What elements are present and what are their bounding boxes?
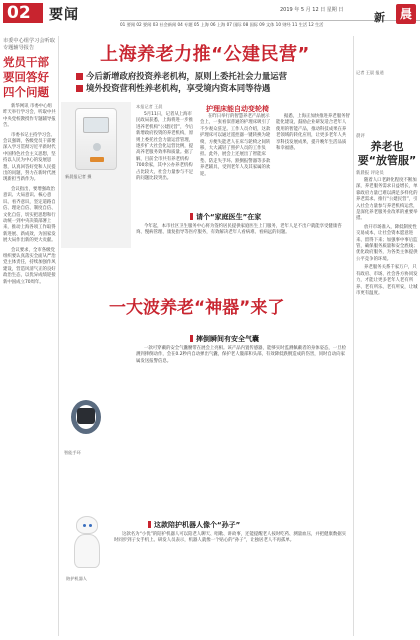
pull-quote-headline: 一大波养老“神器”来了 — [109, 298, 285, 318]
robot-caption: 陪护机器人 — [66, 576, 87, 581]
left-paragraph: 市委书记主持学习会。会议强调，各级党员干部要深入学习贯彻习近平新时代中国特色社会主义思想，坚持以人民为中心的发展思想，认真回答好党和人民提出的问题，努力在新时代展现新担当新作为。 — [3, 132, 56, 183]
bullet-square-icon — [76, 73, 83, 80]
heading-bar-icon — [148, 521, 151, 528]
article-col: 这款名为“小优”的陪护机器人可以陪老人聊天、唱歌、讲故事，还能提醒老人按时吃药、测量血压，并把健康数据实时同步到子女手机上。研发人员表示，机器人就像一个贴心的“孙子”，让独居老人不再孤单。 — [114, 532, 347, 544]
photo-caption: 新晨报记者 摄 — [65, 174, 92, 179]
left-paragraph: 会议指出，要增强政治意识、大局意识、核心意识、看齐意识，坚定道路自信、理论自信、制度自信、文化自信，切实把思想和行动统一到中央决策部署上来，推动上海各项工作取得新进展、新成效，为国家发展大局作出新的更大贡献。 — [3, 186, 56, 244]
left-headline[interactable]: 党员干部要回答好四个问题 — [3, 55, 49, 99]
logo-mark: 晨 — [396, 4, 416, 24]
newspaper-logo — [374, 4, 418, 26]
date-line: 2019 年 5 月 12 日 星期 日 — [280, 7, 344, 13]
smart-device-image — [75, 108, 117, 170]
left-news-column — [3, 38, 56, 638]
left-paragraph: 新华网讯 市委中心组昨天举行学习会，听取中共中央党校教授作专题辅导报告。 — [3, 104, 56, 129]
article-col: 5月11日，记者从上海市民政局获悉，上海将进一步推进养老机构“公建民营”，今后新增政府投资的养老机构，原则上委托社会力量运营管理，逐步扩大社会化运营比例，提高养老服务效率和质量。据了解，目前全市共有养老机构700余家，其中公办养老机构占比较大，社会力量参与不足的问题比较突出。 — [136, 112, 194, 182]
right-label: 记者 王晨 报道 — [356, 70, 384, 75]
heading-bar-icon — [190, 213, 193, 220]
bracelet-image — [61, 388, 111, 448]
section-heading: 这款陪护机器人像个“孙子” — [148, 520, 240, 530]
byline: 本报记者 王晨 — [136, 104, 163, 109]
commentary-body: 随着人口老龄化程度不断加深，养老服务需求日益增长，单靠政府力量已难以满足多样化的养老需求。推行“公建民营”，引入社会力量参与养老机构运营，是深化养老服务业改革的重要举措。 放开市场准入，降低制度性交易成本，让社会资本愿意进来、留得下来；加强事中事后监管，确保服务质量和安全底线；优化政府服务，为各类主体提供公平竞争的环境。 养老服务关系千家万户，只有政府、市场、社会各方协同发力，才能让更多老年人老有所养、老有所乐、老有所安，让城市更有温度。 — [356, 178, 418, 296]
logo-text: 新 — [374, 11, 385, 24]
masthead — [0, 0, 420, 30]
article-col: 据悉，上海正加快推进养老服务智能化建设，鼓励企业研发适合老年人使用的智能产品，推动科技成果在养老领域的转化应用，让更多老年人共享科技发展成果，提升晚年生活品质和幸福感。 — [276, 114, 350, 152]
commentary-headline[interactable]: 养老也要“放管服” — [357, 140, 417, 167]
article-col: 一款可穿戴的安全气囊腰带在展会上亮相。该产品内置传感器，能够实时监测佩戴者的身体姿态，一旦检测到摔倒动作，会在0.2秒内自动弹出气囊，保护老人髋部和头部，有效降低跌倒造成的伤害，同时自动向家属发送报警信息。 — [136, 346, 346, 364]
section-title: 要闻 — [49, 7, 79, 23]
robot-image — [70, 516, 104, 572]
subhead: 境外投资营利性养老机构，享受境内资本同等待遇 — [76, 82, 356, 94]
column-divider — [58, 36, 59, 636]
main-headline[interactable]: 上海养老力推“公建民营” — [100, 44, 310, 65]
commentary-author: 新晨报 评论员 — [356, 171, 384, 176]
commentary-label: 晨评 — [356, 134, 365, 139]
bullet-square-icon — [76, 85, 83, 92]
subheads — [76, 70, 356, 94]
page-index-nav[interactable]: 01 要闻 02 要闻 03 社会新闻 04 专题 05 上海 06 上海 07 国际 08 国际 09 文体 10 财经 11 生活 12 生活 — [120, 22, 324, 27]
section-heading: 请个“家庭医生”在家 — [190, 212, 261, 222]
heading-bar-icon — [190, 335, 193, 342]
product-photo — [61, 102, 131, 248]
article-col: 今年起，本市社区卫生服务中心将为签约居民提供家庭医生上门服务，老年人足不出户就能享受健康咨询、慢病管理、康复指导等医疗服务，有效解决老年人看病难、看病远的问题。 — [136, 224, 342, 236]
page-number: 02 — [3, 3, 43, 23]
column-divider — [353, 36, 354, 636]
section-heading: 护理床能自动变轮椅 — [206, 105, 269, 113]
section-heading: 摔倒瞬间有安全气囊 — [190, 334, 259, 344]
article-col: 在昨日举行的智慧养老产品展示会上，一张看似普通的护理床吸引了不少观众驻足。工作人员介绍，这款护理床可以通过遥控器一键转换为轮椅，方便失能老人在床与轮椅之间转移，大大减轻了照护人员的工作负担。此外，展会上还展出了智能床垫、防走失手环、跌倒报警器等多款养老辅具，受到老年人及其家属的欢迎。 — [200, 114, 271, 177]
subhead: 今后新增政府投资养老机构，原则上委托社会力量运营 — [76, 70, 356, 82]
bracelet-caption: 智能手环 — [64, 450, 81, 455]
left-kicker: 市委中心组学习会听取专题辅导报告 — [3, 38, 55, 51]
left-paragraph: 会议要求，全市各级党组织要认真落实全面从严治党主体责任，持续加强作风建设，营造风清气正的良好政治生态，以优异成绩迎接新中国成立70周年。 — [3, 247, 56, 285]
left-body — [3, 104, 56, 286]
